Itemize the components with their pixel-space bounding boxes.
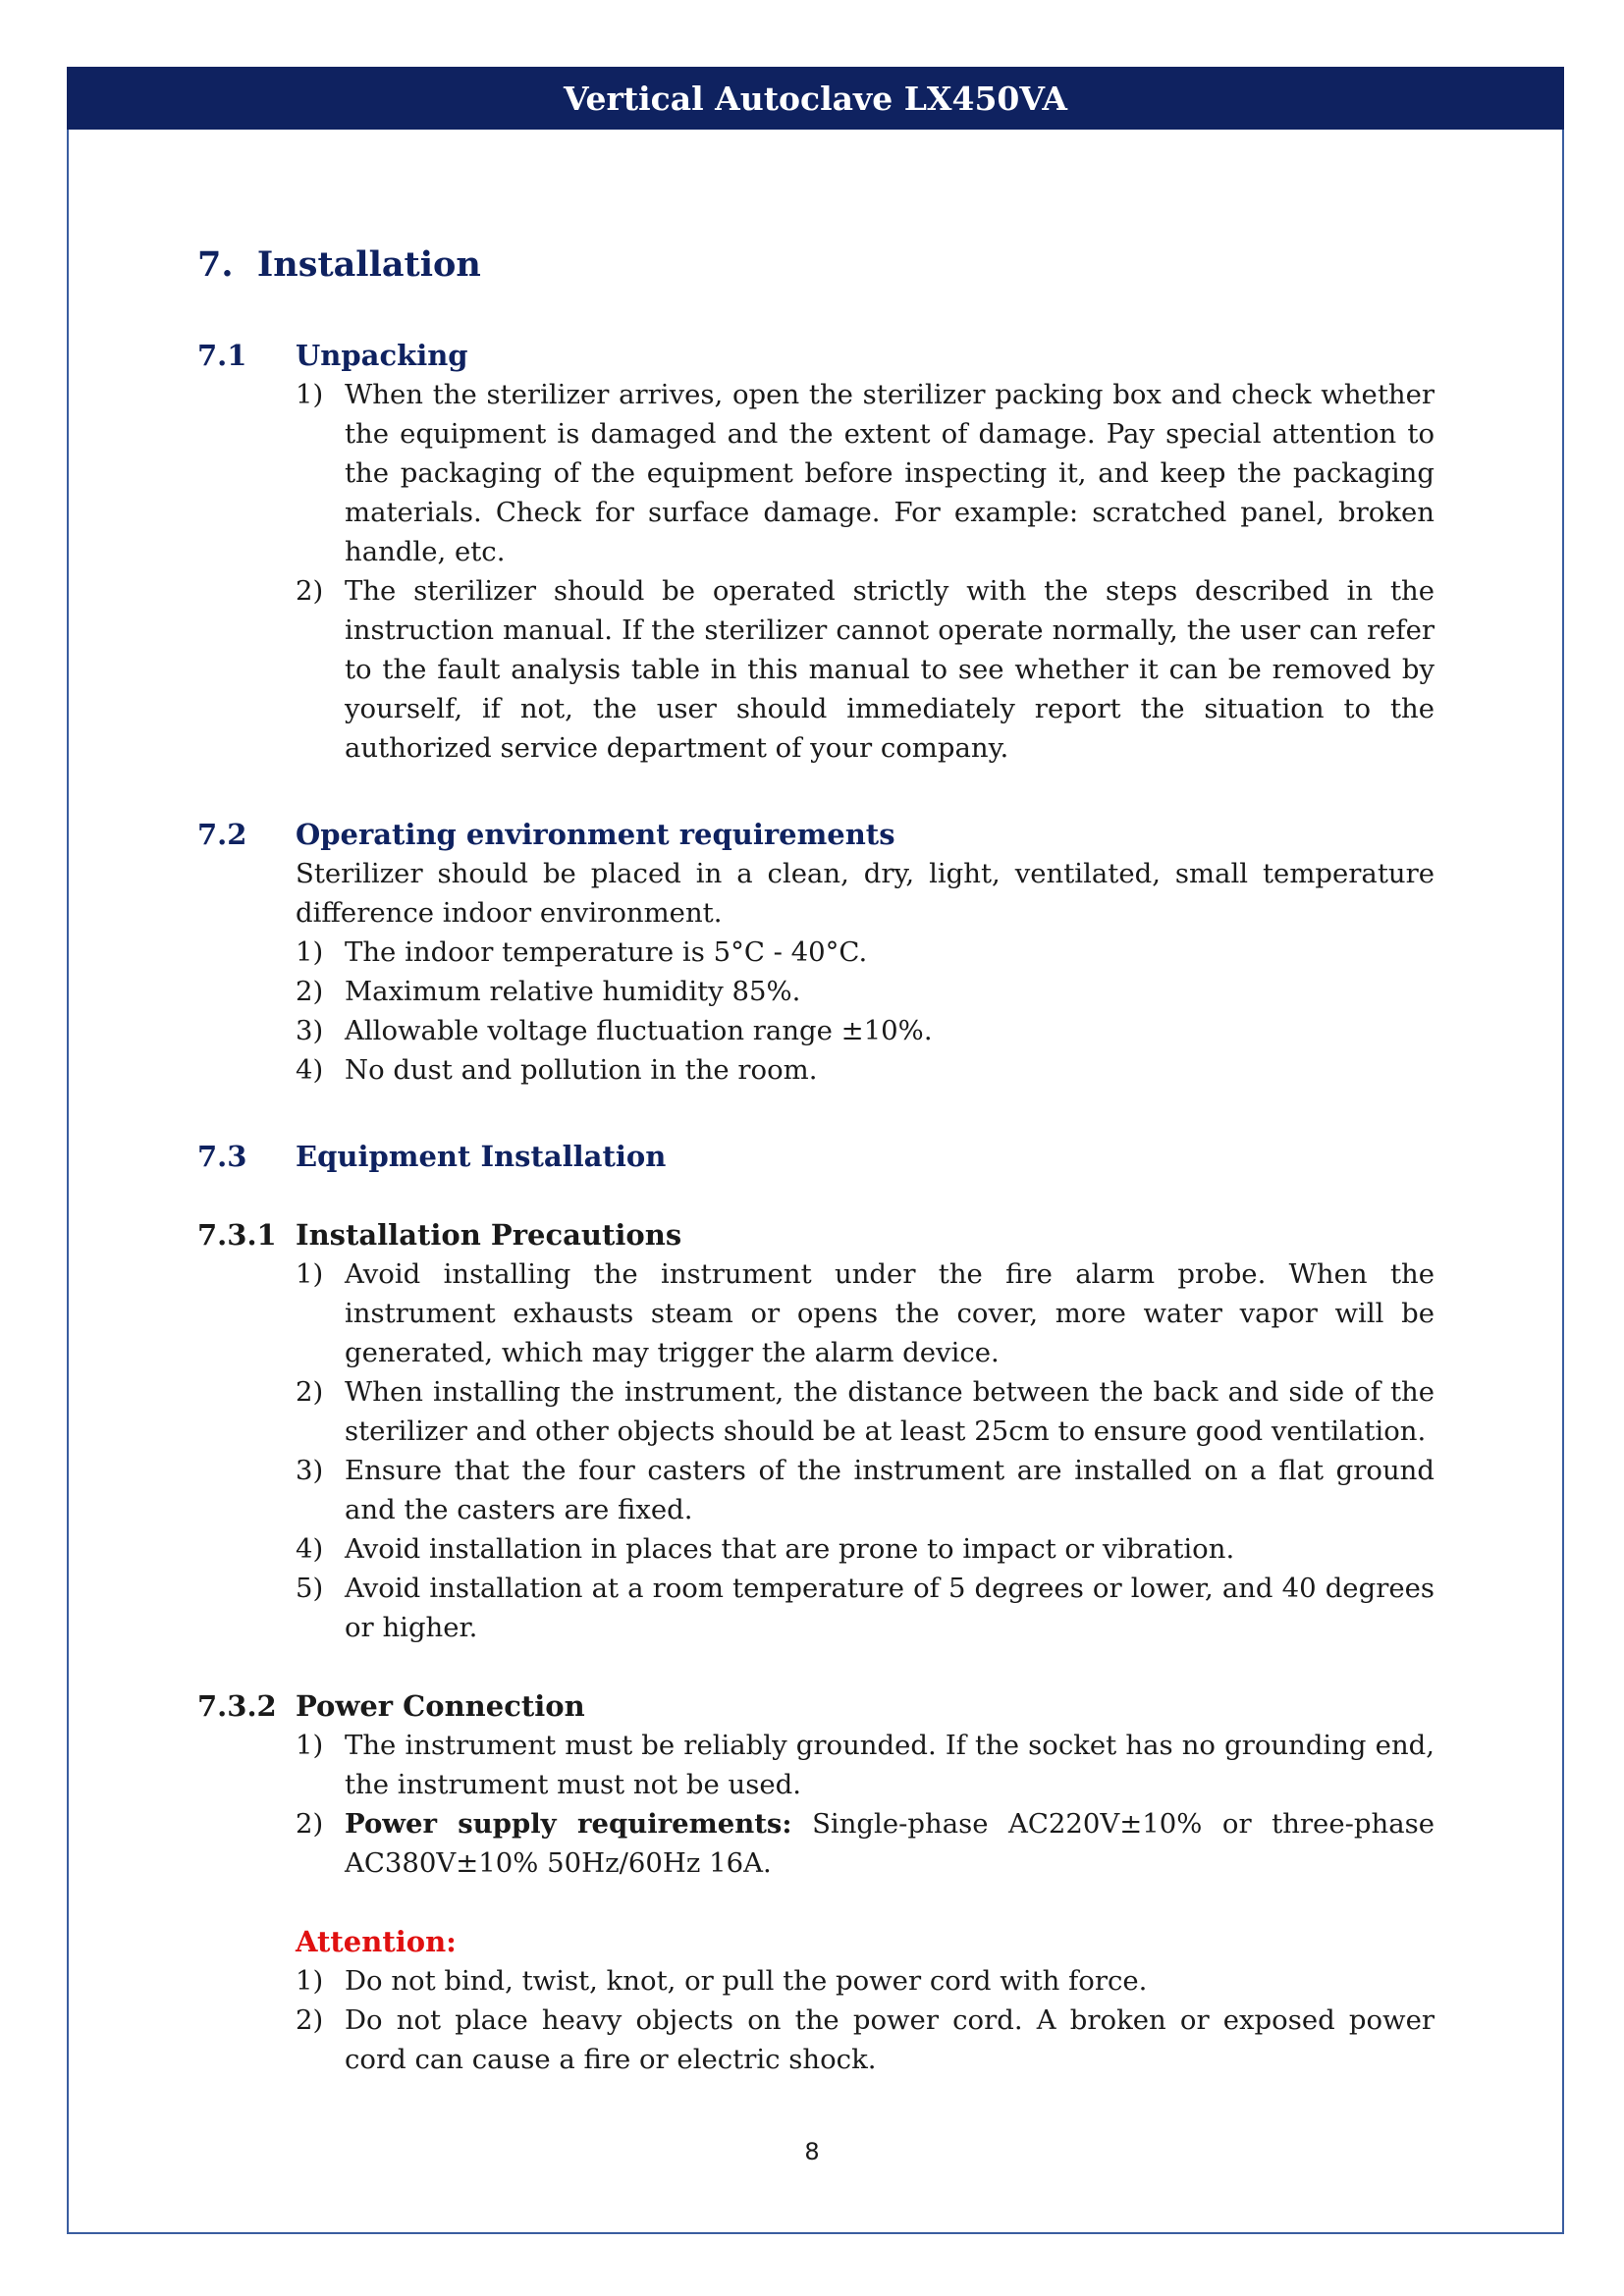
- power-supply-label: Power supply requirements:: [345, 1808, 792, 1840]
- list-item: 1) The indoor temperature is 5°C - 40°C.: [296, 936, 868, 968]
- section-number: 7.: [197, 244, 234, 285]
- subsection-heading-7-2: [197, 815, 1435, 854]
- environment-list: [296, 933, 1435, 1090]
- list-item: 3) Allowable voltage fluctuation range ±10%.: [296, 1015, 933, 1046]
- subsection-heading-7-3-1: [197, 1215, 1435, 1255]
- list-item: 2) Maximum relative humidity 85%.: [296, 976, 801, 1007]
- subsection-heading-7-3: [197, 1137, 1435, 1176]
- power-list: [296, 1726, 1435, 1883]
- list-item: 1) The instrument must be reliably grounded. If the socket has no grounding end, the instrument must not be used.: [296, 1730, 1435, 1800]
- subsection-number: 7.3.2: [197, 1689, 277, 1723]
- subsection-title: Unpacking: [296, 339, 468, 372]
- section-heading: [197, 236, 1435, 294]
- list-item: 1) Avoid installing the instrument under the fire alarm probe. When the instrument exhausts steam or opens the cover, more water vapor will be generated, which may trigger the alarm device.: [296, 1258, 1435, 1368]
- list-item: 1) Do not bind, twist, knot, or pull the power cord with force.: [296, 1965, 1148, 1997]
- subsection-number: 7.2: [197, 818, 247, 851]
- page-content: [197, 236, 1435, 2079]
- unpacking-list: [296, 375, 1435, 768]
- subsection-heading-7-1: [197, 336, 1435, 375]
- list-item: 2) Do not place heavy objects on the power cord. A broken or exposed power cord can cause a fire or electric shock.: [296, 2004, 1435, 2075]
- list-item: 3) Ensure that the four casters of the instrument are installed on a flat ground and the casters are fixed.: [296, 1455, 1435, 1525]
- precautions-list: [296, 1255, 1435, 1647]
- list-item: 4) Avoid installation in places that are prone to impact or vibration.: [296, 1533, 1235, 1565]
- list-item: 2) When installing the instrument, the distance between the back and side of the sterilizer and other objects should be at least 25cm to ensure good ventilation.: [296, 1376, 1435, 1447]
- subsection-number: 7.3: [197, 1140, 247, 1173]
- subsection-number: 7.1: [197, 339, 247, 372]
- document-header: [67, 67, 1564, 130]
- section-title: Installation: [256, 244, 481, 285]
- list-item: 5) Avoid installation at a room temperature of 5 degrees or lower, and 40 degrees or higher.: [296, 1573, 1435, 1643]
- subsection-title: Power Connection: [296, 1689, 585, 1723]
- subsection-heading-7-3-2: [197, 1686, 1435, 1726]
- page-number: 8: [804, 2138, 820, 2165]
- list-item: 2) The sterilizer should be operated strictly with the steps described in the instruction manual. If the sterilizer cannot operate normally, the user can refer to the fault analysis table in this manual to see whether it can be removed by yourself, if not, the user should immediately report the situation to the authorized service department of your company.: [296, 575, 1435, 764]
- attention-label: Attention:: [296, 1925, 457, 1958]
- subsection-number: 7.3.1: [197, 1218, 277, 1252]
- subsection-title: Equipment Installation: [296, 1140, 667, 1173]
- attention-list: [296, 1961, 1435, 2079]
- document-title: Vertical Autoclave LX450VA: [563, 79, 1068, 118]
- list-item: 1) When the sterilizer arrives, open the sterilizer packing box and check whether the equipment is damaged and the extent of damage. Pay special attention to the packaging of the equipment before inspecting it, and keep the packaging materials. Check for surface damage. For example: scratched panel, broken handle, etc.: [296, 379, 1435, 567]
- environment-intro: Sterilizer should be placed in a clean, dry, light, ventilated, small temperature difference indoor environment.: [296, 858, 1435, 929]
- subsection-title: Operating environment requirements: [296, 818, 895, 851]
- list-item: 4) No dust and pollution in the room.: [296, 1054, 818, 1086]
- subsection-title: Installation Precautions: [296, 1218, 682, 1252]
- list-item: 2) Power supply requirements: Single-phase AC220V±10% or three-phase AC380V±10% 50Hz/60Hz 16A.: [296, 1808, 1435, 1879]
